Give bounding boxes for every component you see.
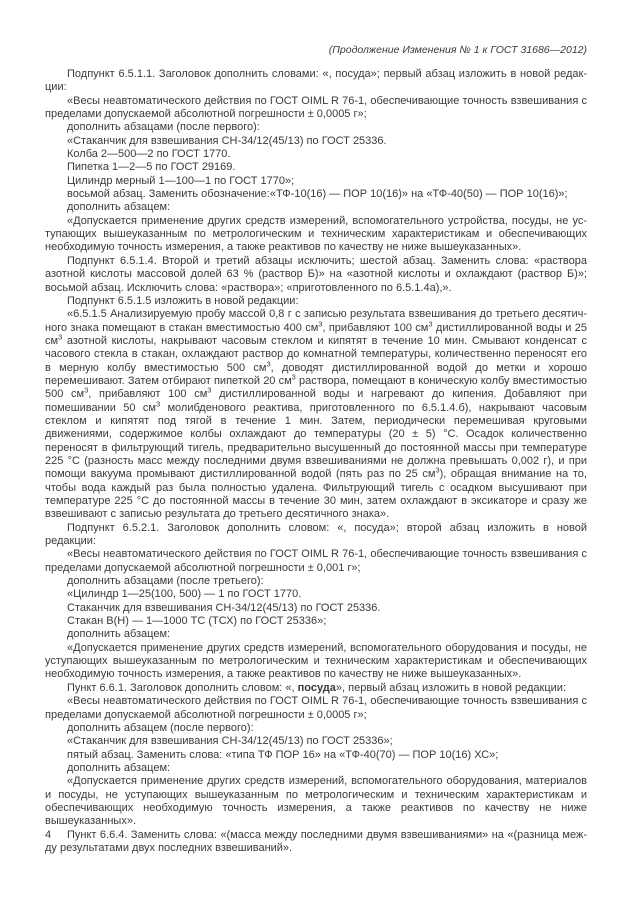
paragraph: «Допускается применение других средств измерений, вспомогательного устройства, посуды, не уступающих вышеуказанным по метрологическим и техническим характеристикам и обеспечивающих необходимую точность измерения, а также реактивов по качеству не ниже вышеуказанных». (45, 214, 587, 254)
paragraph: Пункт 6.6.4. Заменить слова: «(масса между последними двумя взвешиваниями» на «(разница между результатами двух последних взвешиваний». (45, 828, 587, 854)
paragraph: «Стаканчик для взвешивания СН-34/12(45/13) по ГОСТ 25336»; (67, 735, 393, 748)
paragraph: «6.5.1.5 Анализируемую пробу массой 0,8 г с записью результата взвешивания до третьего десятичного знака помещают в стакан вместимостью 400 $см^3$, прибавляют 100 $см^3$ дистиллированной воды и 25 $см^3$ азотной кислоты, накрывают часовым стеклом и кипятят в течение 10 мин. Смывают конденсат с часового стекла в стакан, охлаждают раствор до комнатной температуры, количественно переносят его в мерную колбу вместимостью 500 $см^3$, доводят дистиллированной водой до метки и хорошо перемешивают. Затем отбирают пипеткой 20 $см^3$ раствора, помещают в коническую колбу вместимостью 500 $см^3$, прибавляют 100 $см^3$ дистиллированной воды и нагревают до кипения. Добавляют при помешивании 50 $см^3$ молибденового реактива, приготовленного по 6.5.1.4.б), накрывают часовым стеклом и кипятят под тягой в течение 1 мин. Затем, периодически перемешивая круговыми движениями, содержимое колбы охлаждают до температуры (20 ± 5) °С. Осадок количественно переносят в фильтрующий тигель, предварительно высушенный до постоянной массы при температуре 225 °С (разность масс между последними двумя взвешиваниями не должна превышать 0,002 г), и при помощи вакуума промывают дистиллированной водой (пять раз по 25 $см^3$), обращая внимание на то, чтобы вода каждый раз была полностью удалена. Фильтрующий тигель с осадком высушивают при температуре 225 °С до постоянной массы в течение 30 мин, затем охлаждают в эксикаторе и сразу же взвешивают с записью результата до третьего десятичного знака». (45, 308, 588, 521)
paragraph: «Весы неавтоматического действия по ГОСТ OIML R 76-1, обеспечивающие точность взвешивания с пределами допускаемой абсолютной погрешности ± 0,001 г»; (45, 548, 587, 574)
paragraph: Колба 2—500—2 по ГОСТ 1770. (67, 148, 231, 161)
paragraph: Подпункт 6.5.2.1. Заголовок дополнить словом: «, посуда»; второй абзац изложить в новой редакции: (45, 521, 587, 548)
paragraph: дополнить абзацами (после первого): (67, 121, 260, 134)
paragraph: Подпункт 6.5.1.4. Второй и третий абзацы исключить; шестой абзац. Заменить слова: «раствора азотной кислоты массовой долей 63 % (раствор Б)» на «азотной кислоты и охлаждают (раствор Б)»; восьмой абзац. Исключить слова: «раствора»; «приготовленного по 6.5.1.4а),». (45, 254, 587, 294)
running-header: (Продолжение Изменения № 1 к ГОСТ 31686—2012) (328, 44, 587, 56)
paragraph: «Допускается применение других средств измерений, вспомогательного оборудования, материалов и посуды, не уступающих вышеуказанным по метрологическим и техническим характеристикам и обеспечивающих необходимую точность измерения, а также реактивов по качеству не ниже вышеуказанных». (45, 775, 587, 828)
paragraph: Стакан В(Н) — 1—1000 ТС (ТСХ) по ГОСТ 25336»; (67, 615, 327, 628)
paragraph: дополнить абзацем: (67, 761, 171, 774)
paragraph: Стаканчик для взвешивания СН-34/12(45/13) по ГОСТ 25336. (67, 601, 381, 614)
paragraph: Подпункт 6.5.1.5 изложить в новой редакции: (67, 294, 299, 307)
paragraph: Подпункт 6.5.1.1. Заголовок дополнить словами: «, посуда»; первый абзац изложить в новой редакции: (45, 68, 587, 94)
paragraph: дополнить абзацем (после первого): (67, 721, 254, 734)
paragraph: дополнить абзацем: (67, 201, 171, 214)
paragraph: Пипетка 1—2—5 по ГОСТ 29169. (67, 161, 236, 174)
paragraph: пятый абзац. Заменить слова: «типа ТФ ПОР 16» на «ТФ-40(70) — ПОР 10(16) ХС»; (67, 748, 499, 761)
paragraph: «Допускается применение других средств измерений, вспомогательного оборудования и посуды, не уступающих вышеуказанным по метрологическим и техническим характеристикам и обеспечивающих необходимую точность измерения, а также реактивов по качеству не ниже вышеуказанных». (45, 641, 587, 681)
document-body (45, 68, 587, 855)
paragraph: Пункт 6.6.1. Заголовок дополнить словом: «, посуда», первый абзац изложить в новой редакции: (67, 681, 567, 694)
paragraph: «Весы неавтоматического действия по ГОСТ OIML R 76-1, обеспечивающие точность взвешивания с пределами допускаемой абсолютной погрешности ± 0,0005 г»; (45, 695, 587, 721)
paragraph: восьмой абзац. Заменить обозначение:«ТФ-10(16) — ПОР 10(16)» на «ТФ-40(50) — ПОР 10(16)»; (67, 188, 568, 201)
paragraph: «Стаканчик для взвешивания СН-34/12(45/13) по ГОСТ 25336. (67, 134, 387, 147)
paragraph: дополнить абзацами (после третьего): (67, 575, 264, 588)
paragraph: дополнить абзацем: (67, 628, 171, 641)
paragraph: «Весы неавтоматического действия по ГОСТ OIML R 76-1, обеспечивающие точность взвешивания с пределами допускаемой абсолютной погрешности ± 0,0005 г»; (45, 94, 587, 121)
paragraph: Цилиндр мерный 1—100—1 по ГОСТ 1770»; (67, 174, 295, 187)
paragraph: «Цилиндр 1—25(100, 500) — 1 по ГОСТ 1770. (67, 588, 302, 601)
page-number: 4 (45, 829, 52, 841)
